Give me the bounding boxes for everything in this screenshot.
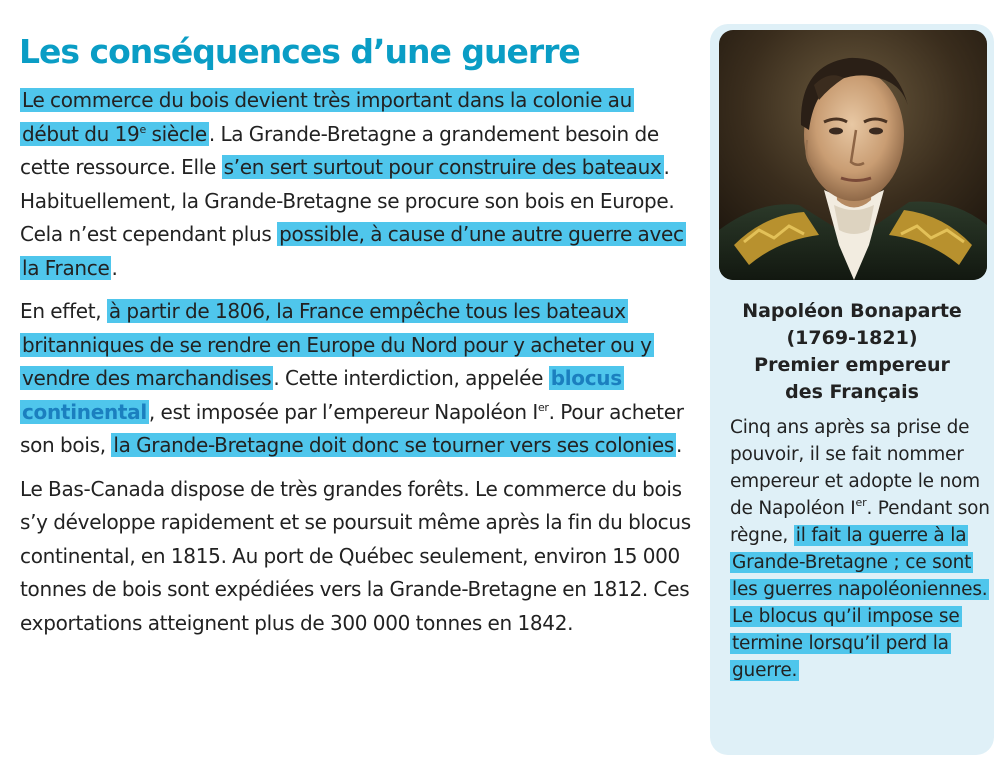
highlight: possible, à cause d’une autre guerre avec la France bbox=[22, 222, 684, 280]
superscript: e bbox=[139, 122, 146, 136]
body-text: . Pour acheter son bois, bbox=[20, 399, 684, 457]
superscript: er bbox=[537, 400, 549, 414]
highlight: la Grande-Bretagne doit donc se tourner vers ses colonies bbox=[113, 433, 675, 457]
body-text: Cinq ans après sa prise de pouvoir, il se fait nommer empereur et adopte le nom de Napoléon I bbox=[730, 417, 980, 519]
caption-dates: (1769-1821) bbox=[786, 327, 918, 349]
body-text: . Habituellement, la Grande-Bretagne se procure son bois en Europe. Cela n’est cependant plus bbox=[20, 155, 675, 246]
superscript: er bbox=[855, 496, 867, 509]
glossary-term: blocus continental bbox=[22, 366, 622, 424]
paragraph-2 bbox=[20, 295, 692, 463]
body-text: . Cette interdiction, appelée bbox=[273, 366, 549, 390]
caption-name: Napoléon Bonaparte bbox=[742, 300, 962, 322]
highlight-text: Le commerce du bois devient très important dans la colonie au début du 19 bbox=[22, 88, 632, 146]
caption-role: Premier empereur bbox=[754, 354, 950, 376]
body-text: . La Grande-Bretagne a grandement besoin de cette ressource. Elle bbox=[20, 121, 659, 179]
paragraph-3: Le Bas-Canada dispose de très grandes forêts. Le commerce du bois s’y développe rapidement et se poursuit même après la fin du blocus continental, en 1815. Au port de Québec seulement, environ 15 000 tonnes de bois sont expédiées vers la Grande-Bretagne en 1812. Ces exportations atteignent plus de 300 000 tonnes en 1842. bbox=[20, 476, 691, 635]
highlight: s’en sert surtout pour construire des bateaux bbox=[223, 155, 662, 179]
highlight-text: siècle bbox=[145, 121, 207, 146]
body-text: En effet, bbox=[20, 299, 107, 323]
paragraph-1 bbox=[20, 84, 692, 285]
body-text: . Pendant son règne, bbox=[730, 498, 990, 546]
page-title: Les conséquences d’une guerre bbox=[19, 32, 580, 71]
napoleon-portrait bbox=[719, 30, 987, 280]
sidebar-box bbox=[710, 24, 994, 755]
body-text: . bbox=[111, 255, 118, 280]
portrait-caption bbox=[710, 298, 994, 406]
body-text: . bbox=[676, 433, 683, 457]
sidebar-text bbox=[730, 414, 990, 684]
highlight: à partir de 1806, la France empêche tous les bateaux britanniques de se rendre en Europe du Nord pour y acheter ou y vendre des marchandises bbox=[22, 299, 652, 390]
main-text bbox=[20, 84, 692, 650]
highlight: il fait la guerre à la Grande-Bretagne ; ce sont les guerres napoléoniennes. Le blocus qu’il impose se termine lorsqu’il perd la guerre. bbox=[732, 525, 988, 681]
body-text: , est imposée par l’empereur Napoléon I bbox=[148, 399, 538, 424]
caption-role: des Français bbox=[785, 381, 919, 403]
